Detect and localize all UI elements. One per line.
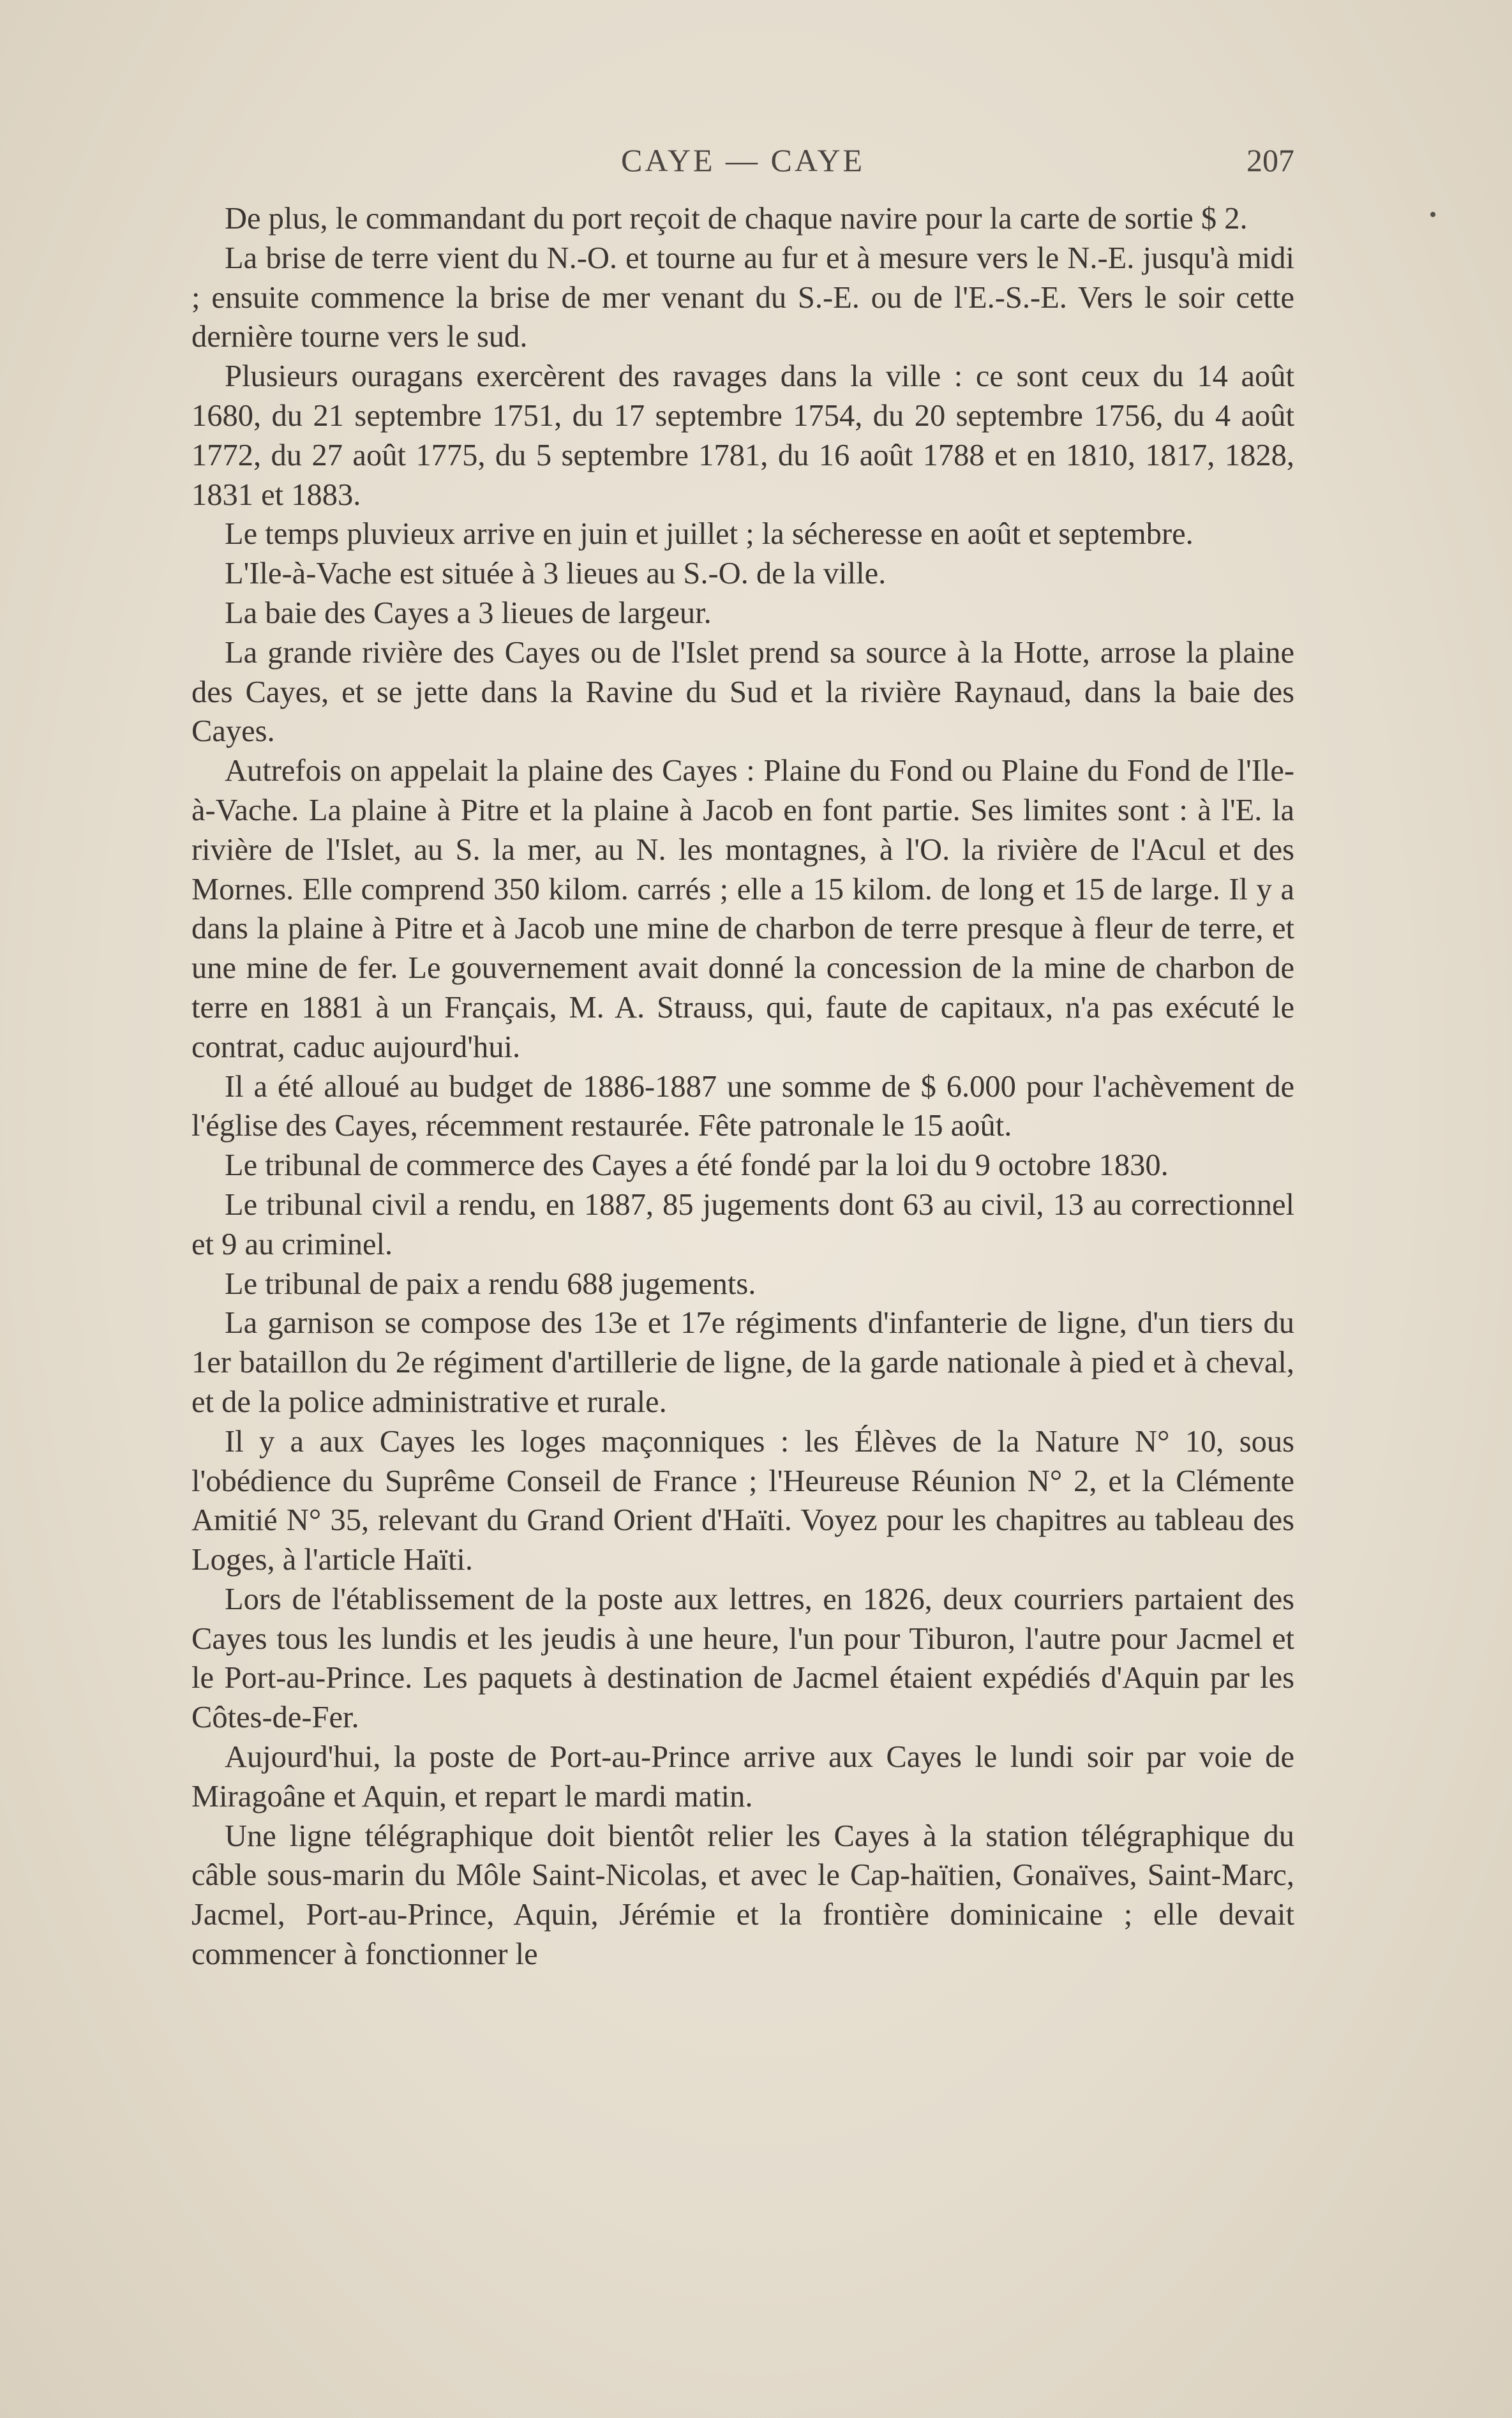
paragraph-weather: Le temps pluvieux arrive en juin et juillet ; la sécheresse en août et septembre. (225, 517, 1194, 552)
paragraph-hurricanes: Plusieurs ouragans exercèrent des ravages dans la ville : ce sont ceux du 14 août 1680, du 21 septembre 1751, du 17 septembre 1754, du 20 septembre 1756, du 4 août 1772, du 27 août 1775, du 5 septembre 1781, du 16 août 1788 et en 1810, 1817, 1828, 1831 et 1883. (191, 359, 1294, 512)
paragraph-telegraph: Une ligne télégraphique doit bientôt relier les Cayes à la station télégraphique du câble sous-marin du Môle Saint-Nicolas, et avec le Cap-haïtien, Gonaïves, Saint-Marc, Jacmel, Port-au-Prince, Aquin, Jérémie et la frontière dominicaine ; elle devait commencer à fonctionner le (191, 1819, 1294, 1972)
paragraph-peace-court: Le tribunal de paix a rendu 688 jugements. (225, 1266, 756, 1301)
body-text (191, 199, 1294, 1974)
paragraph-river: La grande rivière des Cayes ou de l'Islet prend sa source à la Hotte, arrose la plaine des Cayes, et se jette dans la Ravine du Sud et la rivière Raynaud, dans la baie des Cayes. (191, 635, 1294, 749)
paragraph-commerce-court: Le tribunal de commerce des Cayes a été fondé par la loi du 9 octobre 1830. (225, 1148, 1169, 1183)
paragraph-civil-court: Le tribunal civil a rendu, en 1887, 85 jugements dont 63 au civil, 13 au correctionnel et 9 au criminel. (191, 1187, 1294, 1261)
page-number: 207 (1246, 142, 1294, 178)
margin-mark: • (1429, 203, 1437, 227)
paragraph-plain: Autrefois on appelait la plaine des Cayes : Plaine du Fond ou Plaine du Fond de l'Ile-à-Vache. La plaine à Pitre et la plaine à Jacob en font partie. Ses limites sont : à l'E. la rivière de l'Islet, au S. la mer, au N. les montagnes, à l'O. la rivière de l'Acul et des Mornes. Elle comprend 350 kilom. carrés ; elle a 15 kilom. de long et 15 de large. Il y a dans la plaine à Pitre et à Jacob une mine de charbon de terre presque à fleur de terre, et une mine de fer. Le gouvernement avait donné la concession de la mine de charbon de terre en 1881 à un Français, M. A. Strauss, qui, faute de capitaux, n'a pas exécuté le contrat, caduc aujourd'hui. (191, 754, 1294, 1064)
page-header (191, 142, 1294, 186)
paragraph-lodges: Il y a aux Cayes les loges maçonniques : les Élèves de la Nature N° 10, sous l'obédience du Suprême Conseil de France ; l'Heureuse Réunion N° 2, et la Clémente Amitié N° 35, relevant du Grand Orient d'Haïti. Voyez pour les chapitres au tableau des Loges, à l'article Haïti. (191, 1424, 1294, 1577)
paragraph-garrison: La garnison se compose des 13e et 17e régiments d'infanterie de ligne, d'un tiers du 1er bataillon du 2e régiment d'artillerie de ligne, de la garde nationale à pied et à cheval, et de la police administrative et rurale. (191, 1306, 1294, 1419)
paragraph-bay: La baie des Cayes a 3 lieues de largeur. (225, 596, 712, 630)
paragraph-port-fee: De plus, le commandant du port reçoit de chaque navire pour la carte de sortie $ 2. (225, 202, 1248, 236)
paragraph-ile-a-vache: L'Ile-à-Vache est située à 3 lieues au S.-O. de la ville. (225, 557, 887, 591)
paragraph-post-history: Lors de l'établissement de la poste aux lettres, en 1826, deux courriers partaient des Cayes tous les lundis et les jeudis à une heure, l'un pour Tiburon, l'autre pour Jacmel et le Port-au-Prince. Les paquets à destination de Jacmel étaient expédiés d'Aquin par les Côtes-de-Fer. (191, 1582, 1294, 1735)
running-title: CAYE — CAYE (620, 142, 865, 178)
paragraph-post-today: Aujourd'hui, la poste de Port-au-Prince arrive aux Cayes le lundi soir par voie de Miragoâne et Aquin, et repart le mardi matin. (191, 1740, 1294, 1814)
paragraph-church: Il a été alloué au budget de 1886-1887 une somme de $ 6.000 pour l'achèvement de l'église des Cayes, récemment restaurée. Fête patronale le 15 août. (191, 1069, 1294, 1143)
paragraph-breeze: La brise de terre vient du N.-O. et tourne au fur et à mesure vers le N.-E. jusqu'à midi ; ensuite commence la brise de mer venant du S.-E. ou de l'E.-S.-E. Vers le soir cette dernière tourne vers le sud. (191, 241, 1294, 354)
